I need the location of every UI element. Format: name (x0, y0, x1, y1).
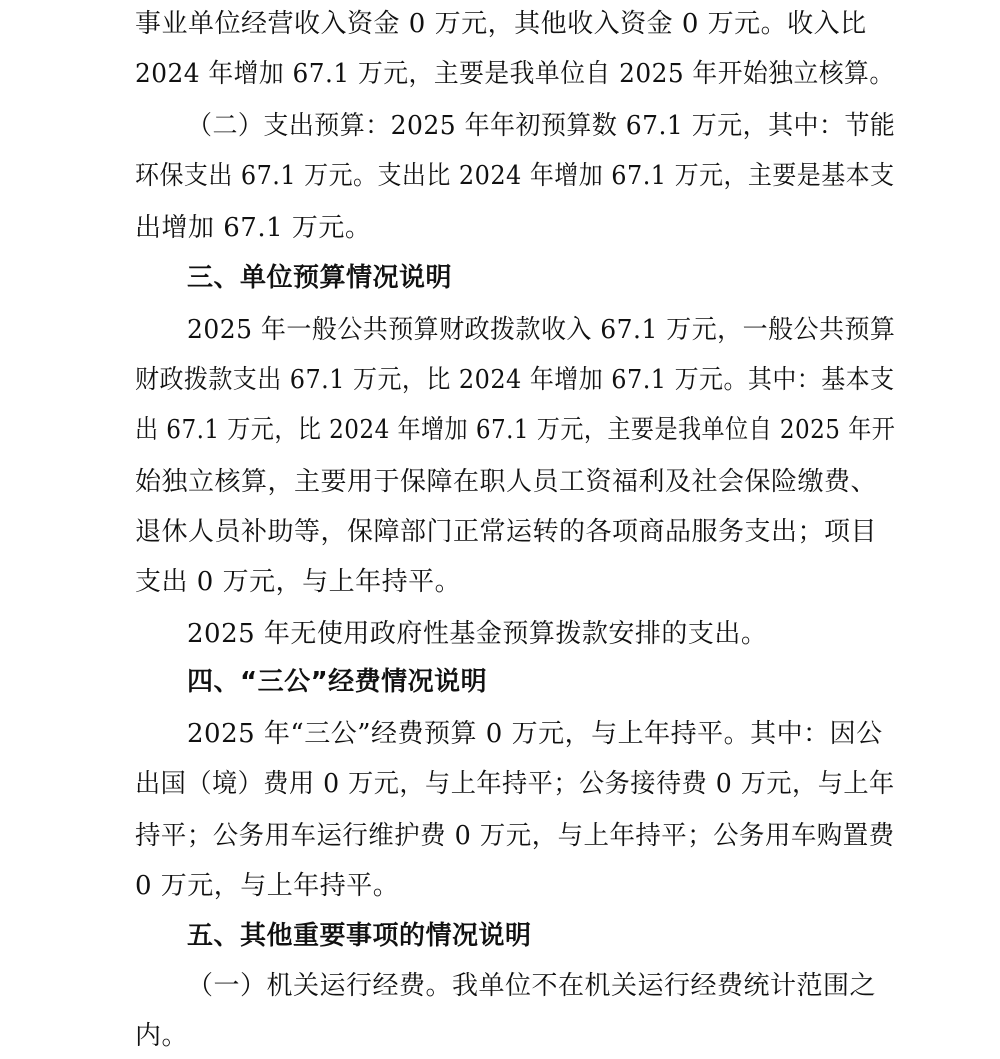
text-line: 财政拨款支出 67.1 万元，比 2024 年增加 67.1 万元。其中：基本支 (135, 365, 895, 395)
text-line: 2025 年“三公”经费预算 0 万元，与上年持平。其中：因公 (187, 719, 883, 749)
text-line: 出国（境）费用 0 万元，与上年持平；公务接待费 0 万元，与上年 (135, 769, 895, 799)
text-line: 2025 年一般公共预算财政拨款收入 67.1 万元，一般公共预算 (187, 315, 896, 345)
section-heading: 五、其他重要事项的情况说明 (187, 921, 532, 951)
text-line: 出 67.1 万元，比 2024 年增加 67.1 万元，主要是我单位自 2025 年开 (135, 415, 896, 445)
text-line: 环保支出 67.1 万元。支出比 2024 年增加 67.1 万元，主要是基本支 (135, 161, 895, 191)
text-line: （一）机关运行经费。我单位不在机关运行经费统计范围之 (187, 971, 877, 1001)
section-heading: 四、“三公”经费情况说明 (187, 667, 488, 697)
text-line: 持平；公务用车运行维护费 0 万元，与上年持平；公务用车购置费 (135, 821, 895, 851)
text-line: 0 万元，与上年持平。 (135, 871, 400, 901)
section-heading: 三、单位预算情况说明 (187, 263, 453, 293)
text-line: 支出 0 万元，与上年持平。 (135, 567, 462, 597)
text-line: 退休人员补助等，保障部门正常运转的各项商品服务支出；项目 (135, 517, 878, 547)
text-line: 出增加 67.1 万元。 (135, 213, 372, 243)
text-line: （二）支出预算：2025 年年初预算数 67.1 万元，其中：节能 (187, 111, 896, 141)
text-line: 内。 (135, 1021, 189, 1051)
text-line: 2025 年无使用政府性基金预算拨款安排的支出。 (187, 619, 768, 649)
text-line: 始独立核算，主要用于保障在职人员工资福利及社会保险缴费、 (135, 467, 878, 497)
text-line: 2024 年增加 67.1 万元，主要是我单位自 2025 年开始独立核算。 (135, 59, 895, 89)
text-line: 事业单位经营收入资金 0 万元，其他收入资金 0 万元。收入比 (135, 9, 867, 39)
